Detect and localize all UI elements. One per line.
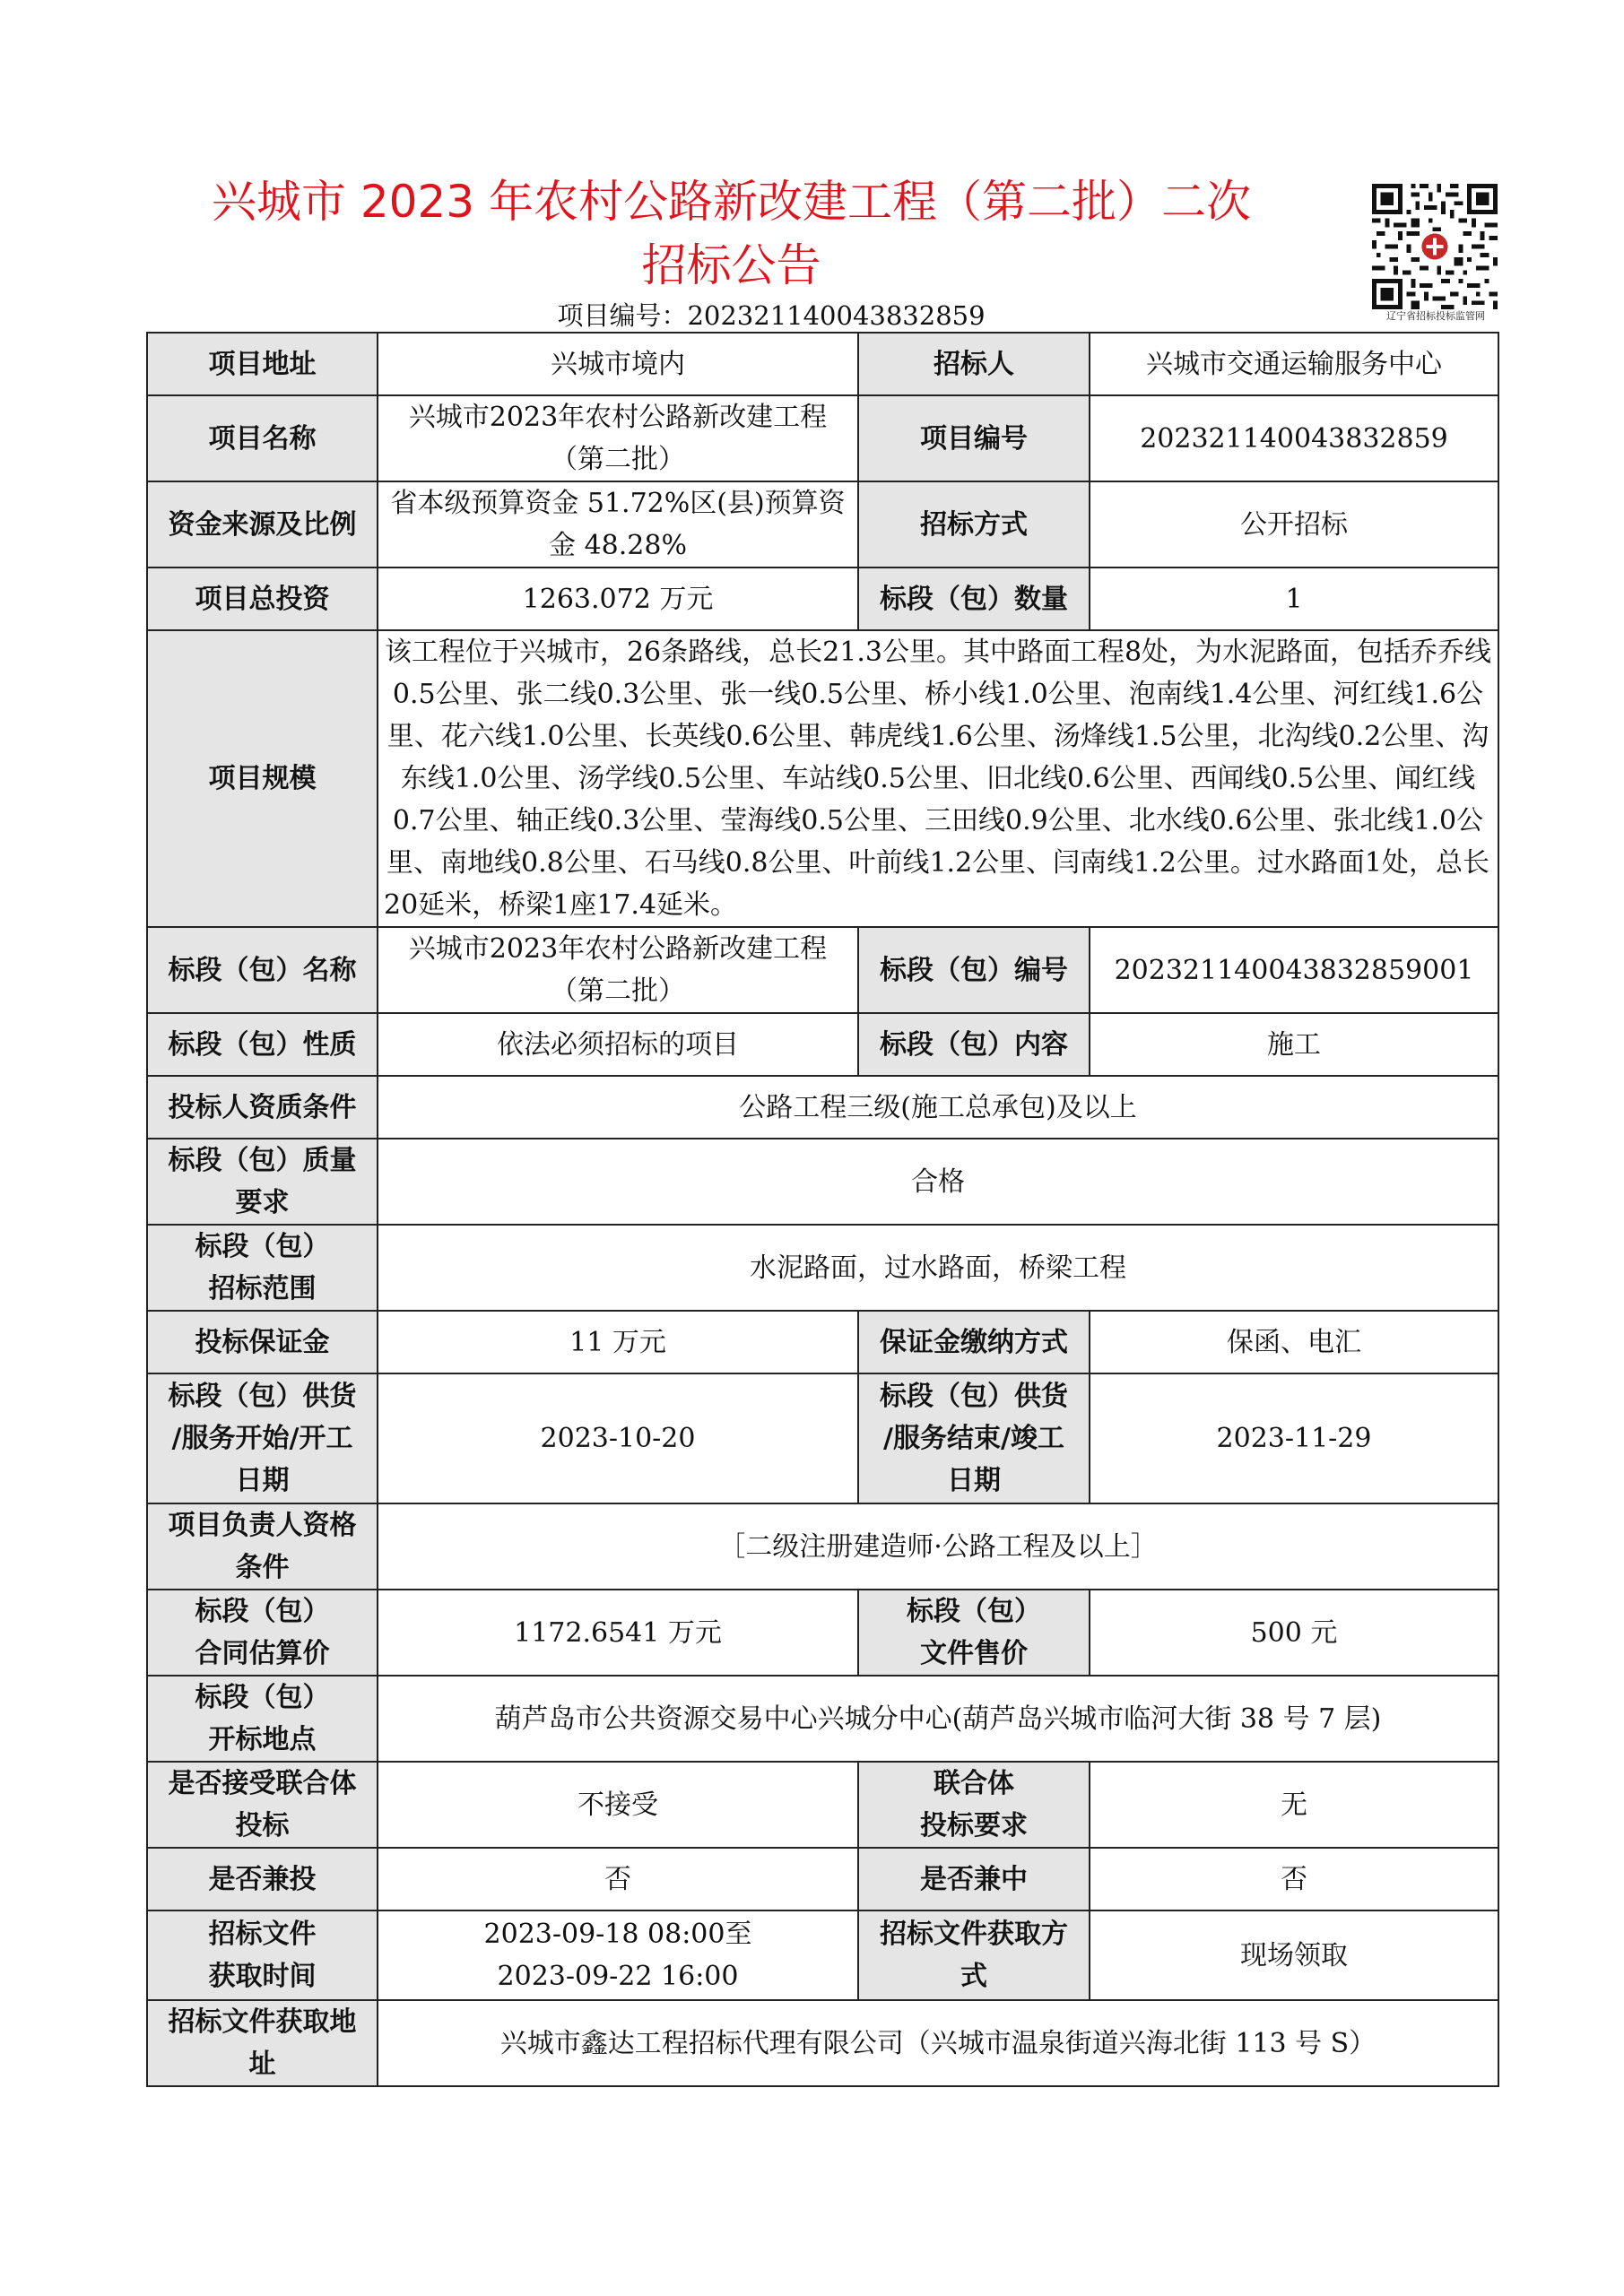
text-line: 式 bbox=[960, 1961, 987, 1992]
text-line: 是否接受联合体 bbox=[168, 1768, 357, 1799]
value-start-date: 2023-10-20 bbox=[378, 1373, 858, 1503]
text-line: 招标文件获取方 bbox=[880, 1919, 1068, 1950]
text-line: 招标范围 bbox=[208, 1273, 317, 1304]
text-line: 条件 bbox=[235, 1552, 290, 1583]
table-row bbox=[147, 1762, 1498, 1848]
text-line: 开标地点 bbox=[208, 1724, 317, 1755]
label-bidder-qualification: 投标人资质条件 bbox=[147, 1076, 378, 1139]
label-concurrent-winning: 是否兼中 bbox=[858, 1848, 1090, 1910]
table-row bbox=[147, 568, 1498, 630]
value-project-name bbox=[378, 395, 858, 481]
label-consortium-accepted bbox=[147, 1762, 378, 1848]
text-line: 标段（包） bbox=[195, 1231, 330, 1262]
label-document-method bbox=[858, 1910, 1090, 2000]
text-line: 项目负责人资格 bbox=[168, 1510, 357, 1541]
text-line: （第二批） bbox=[551, 975, 685, 1007]
value-bond-payment-method: 保函、电汇 bbox=[1090, 1311, 1498, 1373]
label-tender-method: 招标方式 bbox=[858, 481, 1090, 568]
label-section-name: 标段（包）名称 bbox=[147, 927, 378, 1013]
label-bid-opening-location bbox=[147, 1676, 378, 1762]
value-section-name bbox=[378, 927, 858, 1013]
value-bid-opening-location: 葫芦岛市公共资源交易中心兴城分中心(葫芦岛兴城市临河大街 38 号 7 层) bbox=[378, 1676, 1498, 1762]
value-total-investment: 1263.072 万元 bbox=[378, 568, 858, 630]
value-funding-source bbox=[378, 481, 858, 568]
value-concurrent-bidding: 否 bbox=[378, 1848, 858, 1910]
text-line: 联合体 bbox=[934, 1768, 1014, 1799]
text-line: 日期 bbox=[235, 1465, 290, 1496]
text-line: 投标 bbox=[235, 1810, 290, 1841]
table-row bbox=[147, 333, 1498, 395]
label-document-address bbox=[147, 2000, 378, 2086]
text-line: 获取时间 bbox=[208, 1961, 317, 1992]
table-row bbox=[147, 1311, 1498, 1373]
project-number-line: 项目编号：202321140043832859 bbox=[557, 300, 986, 331]
value-project-number: 202321140043832859 bbox=[1090, 395, 1498, 481]
value-tenderer: 兴城市交通运输服务中心 bbox=[1090, 333, 1498, 395]
value-consortium-accepted: 不接受 bbox=[378, 1762, 858, 1848]
label-project-name: 项目名称 bbox=[147, 395, 378, 481]
label-bond-payment-method: 保证金缴纳方式 bbox=[858, 1311, 1090, 1373]
value-section-number: 202321140043832859001 bbox=[1090, 927, 1498, 1013]
label-tenderer: 招标人 bbox=[858, 333, 1090, 395]
text-line: 招标文件获取地 bbox=[168, 2006, 357, 2038]
table-row bbox=[147, 1590, 1498, 1676]
label-project-address: 项目地址 bbox=[147, 333, 378, 395]
value-document-address: 兴城市鑫达工程招标代理有限公司（兴城市温泉街道兴海北街 113 号 S） bbox=[378, 2000, 1498, 2086]
label-manager-qualification bbox=[147, 1503, 378, 1590]
value-tender-method: 公开招标 bbox=[1090, 481, 1498, 568]
label-contract-estimate bbox=[147, 1590, 378, 1676]
label-section-content: 标段（包）内容 bbox=[858, 1013, 1090, 1076]
table-row bbox=[147, 1139, 1498, 1225]
value-section-nature: 依法必须招标的项目 bbox=[378, 1013, 858, 1076]
label-section-count: 标段（包）数量 bbox=[858, 568, 1090, 630]
value-bidder-qualification: 公路工程三级(施工总承包)及以上 bbox=[378, 1076, 1498, 1139]
table-row bbox=[147, 1848, 1498, 1910]
value-end-date: 2023-11-29 bbox=[1090, 1373, 1498, 1503]
table-row bbox=[147, 2000, 1498, 2086]
value-document-method: 现场领取 bbox=[1090, 1910, 1498, 2000]
table-row bbox=[147, 1225, 1498, 1311]
text-line: 日期 bbox=[947, 1465, 1001, 1496]
text-line: 投标要求 bbox=[920, 1810, 1028, 1841]
label-consortium-requirement bbox=[858, 1762, 1090, 1848]
text-line: 标段（包）供货 bbox=[168, 1381, 357, 1412]
label-funding-source: 资金来源及比例 bbox=[147, 481, 378, 568]
table-row bbox=[147, 1676, 1498, 1762]
text-line: 标段（包） bbox=[195, 1682, 330, 1713]
table-row bbox=[147, 927, 1498, 1013]
text-line: 标段（包）供货 bbox=[880, 1381, 1068, 1412]
label-end-date bbox=[858, 1373, 1090, 1503]
label-quality-requirement bbox=[147, 1139, 378, 1225]
label-section-nature: 标段（包）性质 bbox=[147, 1013, 378, 1076]
text-line: 兴城市2023年农村公路新改建工程 bbox=[408, 402, 828, 433]
text-line: /服务结束/竣工 bbox=[883, 1423, 1064, 1454]
table-row bbox=[147, 395, 1498, 481]
text-line: /服务开始/开工 bbox=[171, 1423, 353, 1454]
notice-title-line2: 招标公告 bbox=[641, 239, 821, 291]
label-tender-scope bbox=[147, 1225, 378, 1311]
value-section-content: 施工 bbox=[1090, 1013, 1498, 1076]
table-row bbox=[147, 1076, 1498, 1139]
text-line: 文件售价 bbox=[920, 1638, 1028, 1669]
value-project-scale: 该工程位于兴城市，26条路线，总长21.3公里。其中路面工程8处，为水泥路面，包括乔乔线0.5公里、张二线0.3公里、张一线0.5公里、桥小线1.0公里、泡南线1.4公里、河红线1.6公里、花六线1.0公里、长英线0.6公里、韩虎线1.6公里、汤烽线1.5公里，北沟线0.2公里、沟东线1.0公里、汤学线0.5公里、车站线0.5公里、旧北线0.6公里、西闻线0.5公里、闻红线0.7公里、轴正线0.3公里、莹海线0.5公里、三田线0.9公里、北水线0.6公里、张北线1.0公里、南地线0.8公里、石马线0.8公里、叶前线1.2公里、闫南线1.2公里。过水路面1处，总长20延米，桥梁1座17.4延米。 bbox=[378, 630, 1498, 927]
text-line: 要求 bbox=[235, 1187, 290, 1218]
text-line: 兴城市2023年农村公路新改建工程 bbox=[408, 933, 828, 965]
label-document-time bbox=[147, 1910, 378, 2000]
value-bid-bond: 11 万元 bbox=[378, 1311, 858, 1373]
label-section-number: 标段（包）编号 bbox=[858, 927, 1090, 1013]
text-line: 标段（包）质量 bbox=[168, 1145, 357, 1176]
label-project-number: 项目编号 bbox=[858, 395, 1090, 481]
text-line: 2023-09-22 16:00 bbox=[497, 1961, 739, 1992]
table-row bbox=[147, 630, 1498, 927]
text-line: 2023-09-18 08:00至 bbox=[483, 1919, 752, 1950]
value-concurrent-winning: 否 bbox=[1090, 1848, 1498, 1910]
text-line: 合同估算价 bbox=[195, 1638, 330, 1669]
label-project-scale: 项目规模 bbox=[147, 630, 378, 927]
label-bid-bond: 投标保证金 bbox=[147, 1311, 378, 1373]
value-section-count: 1 bbox=[1090, 568, 1498, 630]
label-document-price bbox=[858, 1590, 1090, 1676]
label-start-date bbox=[147, 1373, 378, 1503]
text-line: （第二批） bbox=[551, 444, 685, 475]
value-quality-requirement: 合格 bbox=[378, 1139, 1498, 1225]
notice-title-line1: 兴城市 2023 年农村公路新改建工程（第二批）二次 bbox=[211, 176, 1252, 228]
value-contract-estimate: 1172.6541 万元 bbox=[378, 1590, 858, 1676]
value-document-price: 500 元 bbox=[1090, 1590, 1498, 1676]
qr-caption: 辽宁省招标投标监管网 bbox=[1386, 310, 1485, 322]
table-row bbox=[147, 1373, 1498, 1503]
label-total-investment: 项目总投资 bbox=[147, 568, 378, 630]
table-row bbox=[147, 481, 1498, 568]
value-project-address: 兴城市境内 bbox=[378, 333, 858, 395]
label-concurrent-bidding: 是否兼投 bbox=[147, 1848, 378, 1910]
tender-info-table bbox=[146, 332, 1499, 2087]
table-row bbox=[147, 1013, 1498, 1076]
text-line: 省本级预算资金 51.72%区(县)预算资 bbox=[390, 488, 846, 519]
table-row bbox=[147, 1910, 1498, 2000]
text-line: 招标文件 bbox=[208, 1919, 317, 1950]
text-line: 标段（包） bbox=[195, 1596, 330, 1627]
table-row bbox=[147, 1503, 1498, 1590]
value-tender-scope: 水泥路面，过水路面，桥梁工程 bbox=[378, 1225, 1498, 1311]
value-document-time bbox=[378, 1910, 858, 2000]
qr-code-icon bbox=[1372, 184, 1498, 309]
value-manager-qualification: ［二级注册建造师·公路工程及以上］ bbox=[378, 1503, 1498, 1590]
text-line: 标段（包） bbox=[907, 1596, 1041, 1627]
text-line: 址 bbox=[248, 2049, 276, 2080]
text-line: 金 48.28% bbox=[549, 530, 687, 561]
value-consortium-requirement: 无 bbox=[1090, 1762, 1498, 1848]
